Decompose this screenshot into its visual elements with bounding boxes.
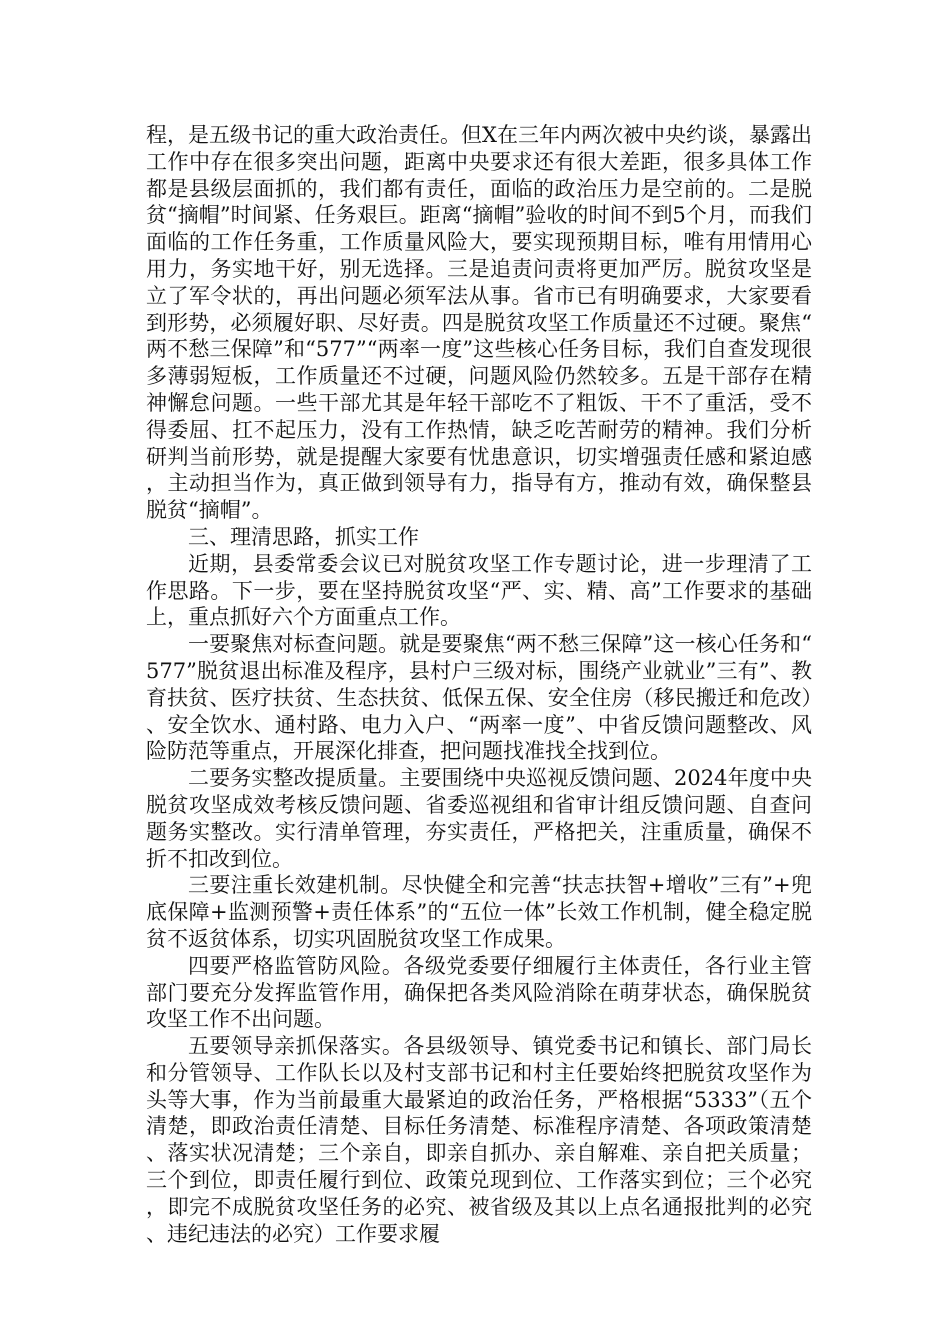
paragraph-item-1: 一要聚焦对标查问题。就是要聚焦“两不愁三保障”这一核心任务和“577”脱贫退出标准及程序，县村户三级对标，围绕产业就业”三有”、教育扶贫、医疗扶贫、生态扶贫、低保五保、安全住房（移民搬迁和危改）、安全饮水、通村路、电力入户、“两率一度”、中省反馈问题整改、风险防范等重点，开展深化排查，把问题找准找全找到位。 [146, 632, 812, 764]
paragraph-item-3: 三要注重长效建机制。尽快健全和完善“扶志扶智+增收”三有”+兜底保障+监测预警+责任体系”的“五位一体”长效工作机制，健全稳定脱贫不返贫体系，切实巩固脱贫攻坚工作成果。 [146, 873, 812, 951]
paragraph-intro: 近期，县委常委会议已对脱贫攻坚工作专题讨论，进一步理清了工作思路。下一步，要在坚持脱贫攻坚“严、实、精、高”工作要求的基础上，重点抓好六个方面重点工作。 [146, 551, 812, 630]
paragraph-item-5: 五要领导亲抓保落实。各县级领导、镇党委书记和镇长、部门局长和分管领导、工作队长以及村支部书记和村主任要始终把脱贫攻坚作为头等大事，作为当前最重大最紧迫的政治任务，严格根据“5333”（五个清楚，即政治责任清楚、目标任务清楚、标准程序清楚、各项政策清楚、落实状况清楚；三个亲自，即亲自抓办、亲自解难、亲自把关质量；三个到位，即责任履行到位、政策兑现到位、工作落实到位；三个必究，即完不成脱贫攻坚任务的必究、被省级及其以上点名通报批判的必究、违纪违法的必究）工作要求履 [146, 1034, 812, 1246]
paragraph-item-4: 四要严格监管防风险。各级党委要仔细履行主体责任，各行业主管部门要充分发挥监管作用，确保把各类风险消除在萌芽状态，确保脱贫攻坚工作不出问题。 [146, 953, 812, 1032]
document-page [146, 122, 812, 1247]
section-heading: 三、理清思路，抓实工作 [188, 524, 419, 549]
paragraph-item-2: 二要务实整改提质量。主要围绕中央巡视反馈问题、2024年度中央脱贫攻坚成效考核反馈问题、省委巡视组和省审计组反馈问题、自查问题务实整改。实行清单管理，夯实责任，严格把关，注重质量，确保不折不扣改到位。 [146, 766, 812, 871]
paragraph-continued: 程，是五级书记的重大政治责任。但X在三年内两次被中央约谈，暴露出工作中存在很多突出问题，距离中央要求还有很大差距，很多具体工作都是县级层面抓的，我们都有责任，面临的政治压力是空前的。二是脱贫“摘帽”时间紧、任务艰巨。距离“摘帽”验收的时间不到5个月，而我们面临的工作任务重，工作质量风险大，要实现预期目标，唯有用情用心用力，务实地干好，别无选择。三是追责问责将更加严厉。脱贫攻坚是立了军令状的，再出问题必须军法从事。省市已有明确要求，大家要看到形势，必须履好职、尽好责。四是脱贫攻坚工作质量还不过硬。聚焦“两不愁三保障”和“577”“两率一度”这些核心任务目标，我们自查发现很多薄弱短板，工作质量还不过硬，问题风险仍然较多。五是干部存在精神懈怠问题。一些干部尤其是年轻干部吃不了粗饭、干不了重活，受不得委屈、扛不起压力，没有工作热情，缺乏吃苦耐劳的精神。我们分析研判当前形势，就是提醒大家要有忧患意识，切实增强责任感和紧迫感，主动担当作为，真正做到领导有力，指导有方，推动有效，确保整县脱贫“摘帽”。 [146, 123, 812, 523]
